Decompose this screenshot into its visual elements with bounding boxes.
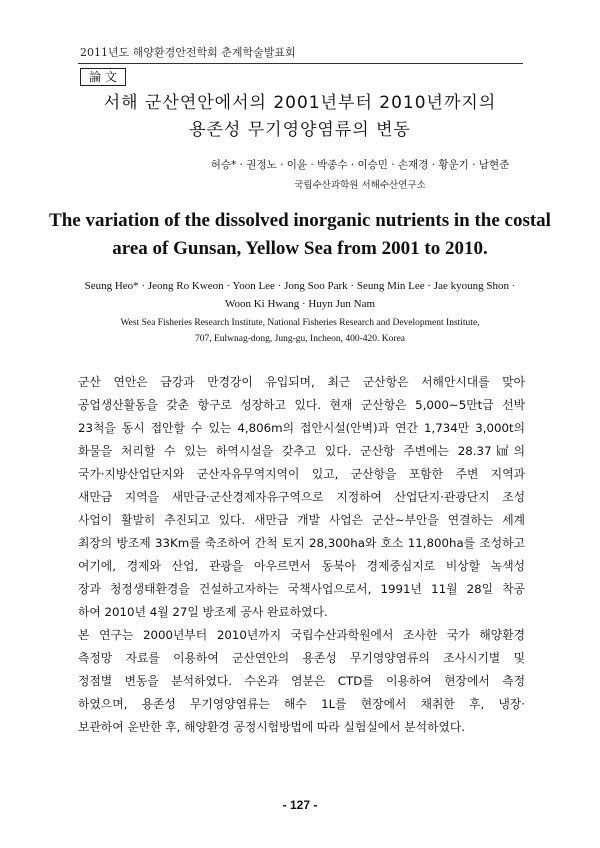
english-authors-line-2: Woon Ki Hwang · Huyn Jun Nam: [224, 298, 376, 310]
korean-title-line-2: 용존성 무기영양염류의 변동: [189, 120, 411, 140]
body-line: 하였으며, 용존성 무기영양염류는 해수 1L를 현장에서 채취한 후, 냉장·: [78, 697, 525, 711]
running-header: 2011년도 해양환경안전학회 춘계학술발표회: [80, 46, 296, 59]
english-title-line-1: The variation of the dissolved inorganic nutrients in the costal: [49, 210, 551, 231]
body-line: 정점별 변동을 분석하였다. 수온과 염분은 CTD를 이용하여 현장에서 측정: [78, 674, 525, 688]
english-authors-line-1: Seung Heo* · Jeong Ro Kweon · Yoon Lee · Jong Soo Park · Seung Min Lee · Jae kyoung Shon ·: [84, 280, 516, 292]
page-number: - 127 -: [282, 798, 318, 812]
body-line: 사업이 활발히 추진되고 있다. 새만금 개발 사업은 군산~부안을 연결하는 세계: [78, 513, 525, 527]
body-line: 장과 청정생태환경을 건설하고자하는 국책사업으로서, 1991년 11월 28일 착공: [78, 582, 525, 596]
body-line: 최장의 방조제 33Km를 축조하여 간척 토지 28,300ha와 호소 11,800ha를 조성하고: [78, 536, 525, 550]
body-line: 국가·지방산업단지와 군산자유무역지역이 있고, 군산항을 포함한 주변 지역과: [78, 467, 525, 481]
body-line: 하여 2010년 4월 27일 방조제 공사 완료하였다.: [78, 605, 328, 619]
body-line: 공업생산활동을 갖춘 항구로 성장하고 있다. 현재 군산항은 5,000~5만t급 선박: [78, 398, 525, 412]
korean-title-line-1: 서해 군산연안에서의 2001년부터 2010년까지의: [103, 93, 497, 113]
korean-affiliation: 국립수산과학원 서해수산연구소: [294, 180, 426, 191]
body-line: 화물을 처리할 수 있는 하역시설을 갖추고 있다. 군산항 주변에는 28.37㎢의: [78, 444, 525, 458]
body-line: 여기에, 경제와 산업, 관광을 아우르면서 동북아 경제중심지로 비상할 녹색성: [78, 559, 525, 573]
body-line: 군산 연안은 금강과 만경강이 유입되며, 최근 군산항은 서해안시대를 맞아: [78, 375, 525, 389]
body-line: 새만금 지역을 새만금·군산경제자유구역으로 지정하여 산업단지·관광단지 조성: [78, 490, 525, 504]
english-affiliation-line-2: 707, Eulwnag-dong, Jung-gu, Incheon, 400-420. Korea: [194, 334, 405, 344]
body-line: 측정망 자료를 이용하여 군산연안의 용존성 무기영양염류의 조사시기별 및: [78, 651, 525, 665]
korean-authors: 허승* · 권정노 · 이윤 · 박종수 · 이승민 · 손재경 · 황운기 · 남현준: [210, 159, 510, 171]
section-label: 論 文: [80, 68, 126, 86]
english-title-line-2: area of Gunsan, Yellow Sea from 2001 to 2010.: [112, 238, 488, 259]
english-affiliation-line-1: West Sea Fisheries Research Institute, National Fisheries Research and Development Institute,: [120, 318, 480, 328]
body-line: 본 연구는 2000년부터 2010년까지 국립수산과학원에서 조사한 국가 해양환경: [78, 628, 525, 642]
header-rule: [78, 63, 523, 64]
body-line: 보관하여 운반한 후, 해양환경 공정시험방법에 따라 실험실에서 분석하였다.: [78, 720, 466, 734]
body-line: 23척을 동시 접안할 수 있는 4,806m의 접안시설(안벽)과 연간 1,734만 3,000t의: [78, 421, 525, 435]
